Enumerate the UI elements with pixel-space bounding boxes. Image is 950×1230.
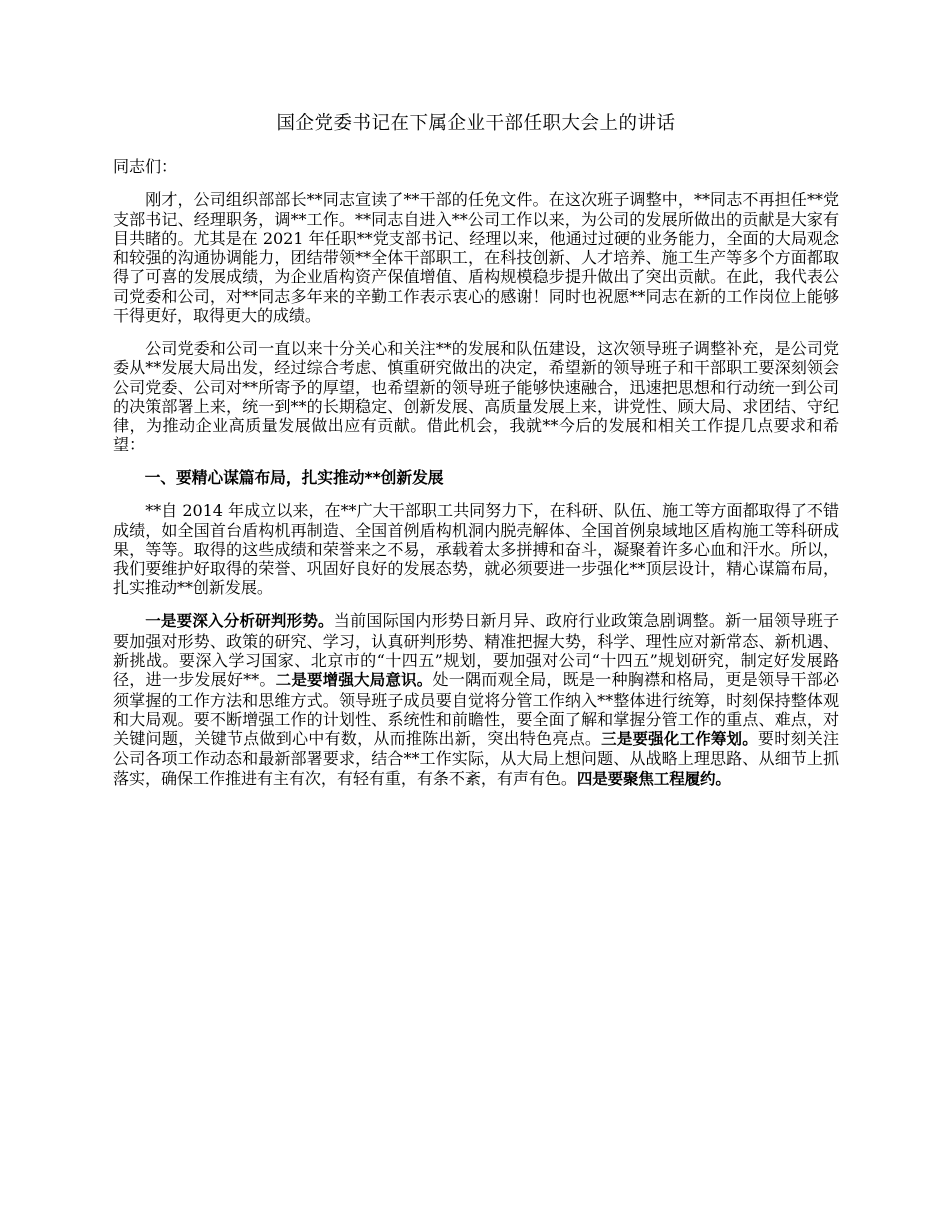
point-2-lead: 二是要增强大局意识。 [275, 671, 433, 690]
point-3-lead: 三是要强化工作筹划。 [601, 730, 758, 749]
document-title: 国企党委书记在下属企业干部任职大会上的讲话 [276, 113, 676, 134]
point-2-text: 处一隅而观全局，既是一种胸襟和格局，更是领导干部必须掌握的工作方法和思维方式。领导班子成员要自觉将分管工作纳入**整体进行统筹，时刻保持整体观和大局观。要不断增强工作的计划性、系统性和前瞻性，要全面了解和掌握分管工作的重点、难点，对关键问题，关键节点做到心中有数，从而推陈出新，突出特色亮点。 [113, 670, 839, 749]
point-1-lead: 一是要深入分析研判形势。 [145, 612, 334, 631]
section-heading-1: 一、要精心谋篇布局，扎实推动**创新发展 [144, 468, 444, 488]
paragraph-section1-intro: **自 2014 年成立以来，在**广大干部职工共同努力下，在科研、队伍、施工等方面都取得了不错成绩，如全国首台盾构机再制造、全国首例盾构机洞内脱壳解体、全国首例泉域地区盾构施工等科研成果，等等。取得的这些成绩和荣誉来之不易，承载着太多拼搏和奋斗，凝聚着许多心血和汗水。所以，我们要维护好取得的荣誉、巩固好良好的发展态势，就必须要进一步强化**顶层设计，精心谋篇布局，扎实推动**创新发展。 [113, 501, 839, 598]
paragraph-opening: 刚才，公司组织部部长**同志宣读了**干部的任免文件。在这次班子调整中，**同志不再担任**党支部书记、经理职务，调**工作。**同志自进入**公司工作以来，为公司的发展所做出的贡献是大家有目共睹的。尤其是在 2021 年任职**党支部书记、经理以来，他通过过硬的业务能力，全面的大局观念和较强的沟通协调能力，团结带领**全体干部职工，在科技创新、人才培养、施工生产等多个方面都取得了可喜的发展成绩，为企业盾构资产保值增值、盾构规模稳步提升做出了突出贡献。在此，我代表公司党委和公司，对**同志多年来的辛勤工作表示衷心的感谢！同时也祝愿**同志在新的工作岗位上能够干得更好，取得更大的成绩。 [113, 190, 839, 326]
point-4-lead: 四是要聚焦工程履约。 [576, 769, 731, 788]
paragraph-section1-points [113, 611, 839, 789]
paragraph-expectations: 公司党委和公司一直以来十分关心和关注**的发展和队伍建设，这次领导班子调整补充，是公司党委从**发展大局出发，经过综合考虑、慎重研究做出的决定，希望新的领导班子和干部职工要深刻领会公司党委、公司对**所寄予的厚望，也希望新的领导班子能够快速融合，迅速把思想和行动统一到公司的决策部署上来，统一到**的长期稳定、创新发展、高质量发展上来，讲党性、顾大局、求团结、守纪律，为推动企业高质量发展做出应有贡献。借此机会，我就**今后的发展和相关工作提几点要求和希望： [113, 338, 839, 455]
document-page [113, 112, 839, 803]
point-3-text: 要时刻关注公司各项工作动态和最新部署要求，结合**工作实际，从大局上想问题、从战略上理思路、从细节上抓落实，确保工作推进有主有次，有轻有重，有条不紊，有声有色。 [113, 729, 839, 788]
greeting: 同志们： [113, 157, 177, 176]
point-1-text: 当前国际国内形势日新月异、政府行业政策急剧调整。新一届领导班子要加强对形势、政策的研究、学习，认真研判形势、精准把握大势，科学、理性应对新常态、新机遇、新挑战。要深入学习国家、北京市的“十四五”规划，要加强对公司“十四五”规划研究，制定好发展路径，进一步发展好**。 [113, 611, 839, 690]
